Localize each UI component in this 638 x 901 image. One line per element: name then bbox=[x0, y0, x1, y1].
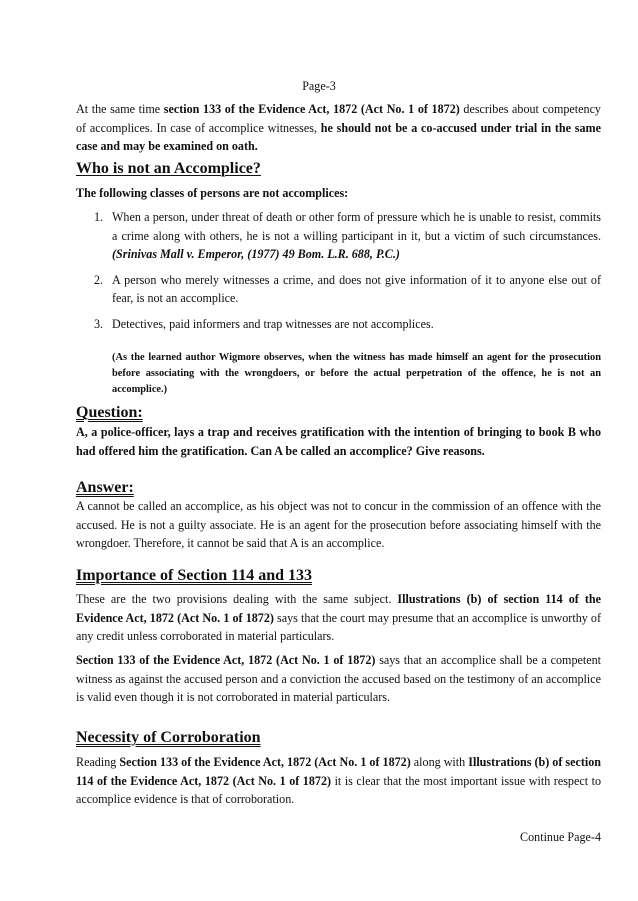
wigmore-note: (As the learned author Wigmore observes, when the witness has made himself an agent for the prosecution before associating with the wrongdoers, or before the actual perpetration of the offence, he is not an accomplice.) bbox=[112, 352, 601, 395]
answer-heading: Answer: bbox=[76, 479, 134, 496]
importance-text-3: says that an accomplice shall be a competent witness as against the accused person and a conviction the accused based on the testimony of an accomplice is valid even though it is not corroborated in material particulars. bbox=[76, 653, 602, 705]
importance-heading: Importance of Section 114 and 133 bbox=[76, 567, 312, 584]
necessity-heading: Necessity of Corroboration bbox=[76, 729, 261, 746]
importance-text-2: says that the court may presume that an accomplice is unworthy of any credit unless corroborated in material particulars. bbox=[76, 610, 601, 644]
importance-paragraph-2 bbox=[76, 651, 601, 707]
page-number: Page-3 bbox=[302, 79, 336, 93]
necessity-text-3: it is clear that the most important issue with respect to accomplice evidence is that of corroboration. bbox=[76, 773, 601, 807]
list-item-number: 3. bbox=[94, 316, 104, 331]
question-heading: Question: bbox=[76, 404, 143, 421]
necessity-bold-1: Section 133 of the Evidence Act, 1872 (Act No. 1 of 1872) bbox=[119, 755, 411, 769]
intro-paragraph bbox=[76, 100, 601, 156]
intro-bold-1: section 133 of the Evidence Act, 1872 (Act No. 1 of 1872) bbox=[163, 102, 460, 116]
list-item-citation: (Srinivas Mall v. Emperor, (1977) 49 Bom. L.R. 688, P.C.) bbox=[112, 247, 400, 262]
list-item-text: Detectives, paid informers and trap witnesses are not accomplices. bbox=[112, 316, 434, 331]
list-item-number: 1. bbox=[94, 210, 104, 224]
list-item-text: A person who merely witnesses a crime, and does not give information of it to anyone else out of fear, is not an accomplice. bbox=[112, 272, 601, 306]
intro-text-2: describes about competency of accomplices. In case of accomplice witnesses, bbox=[76, 102, 601, 135]
list-item bbox=[76, 315, 601, 334]
who-subheading: The following classes of persons are not accomplices: bbox=[76, 186, 349, 200]
list-item-number: 2. bbox=[94, 272, 104, 287]
importance-bold-2: Section 133 of the Evidence Act, 1872 (Act No. 1 of 1872) bbox=[76, 653, 376, 667]
who-list bbox=[76, 208, 601, 334]
list-item-text: When a person, under threat of death or other form of pressure which he is unable to resist, commits a crime along with others, he is not a willing participant in it, but a victim of such circumstances. bbox=[112, 210, 601, 243]
list-item bbox=[76, 208, 601, 264]
continue-label: Continue Page-4 bbox=[520, 830, 601, 844]
importance-bold-1: Illustrations (b) of section 114 of the Evidence Act, 1872 (Act No. 1 of 1872) bbox=[76, 592, 601, 625]
necessity-text-1: Reading bbox=[76, 755, 120, 769]
list-item bbox=[76, 271, 601, 308]
necessity-text-2: along with bbox=[410, 755, 469, 769]
importance-paragraph-1 bbox=[76, 590, 601, 646]
question-text: A, a police-officer, lays a trap and receives gratification with the intention of bringing to book B who had offered him the gratification. Can A be called an accomplice? Give reasons. bbox=[76, 425, 601, 458]
answer-text: A cannot be called an accomplice, as his object was not to concur in the commission of an offence with the accused. He is not a guilty associate. He is an agent for the prosecution before associating himself with the wrongdoer. Therefore, it cannot be said that A is an accomplice. bbox=[76, 499, 601, 551]
intro-bold-2: he should not be a co-accused under trial in the same case and may be examined on oath. bbox=[76, 120, 601, 154]
intro-text-1: At the same time bbox=[76, 102, 164, 116]
necessity-bold-2: Illustrations (b) of section 114 of the Evidence Act, 1872 (Act No. 1 of 1872) bbox=[76, 755, 601, 788]
importance-text-1: These are the two provisions dealing with the same subject. bbox=[76, 592, 398, 606]
who-heading: Who is not an Accomplice? bbox=[76, 160, 261, 177]
necessity-paragraph bbox=[76, 753, 601, 809]
